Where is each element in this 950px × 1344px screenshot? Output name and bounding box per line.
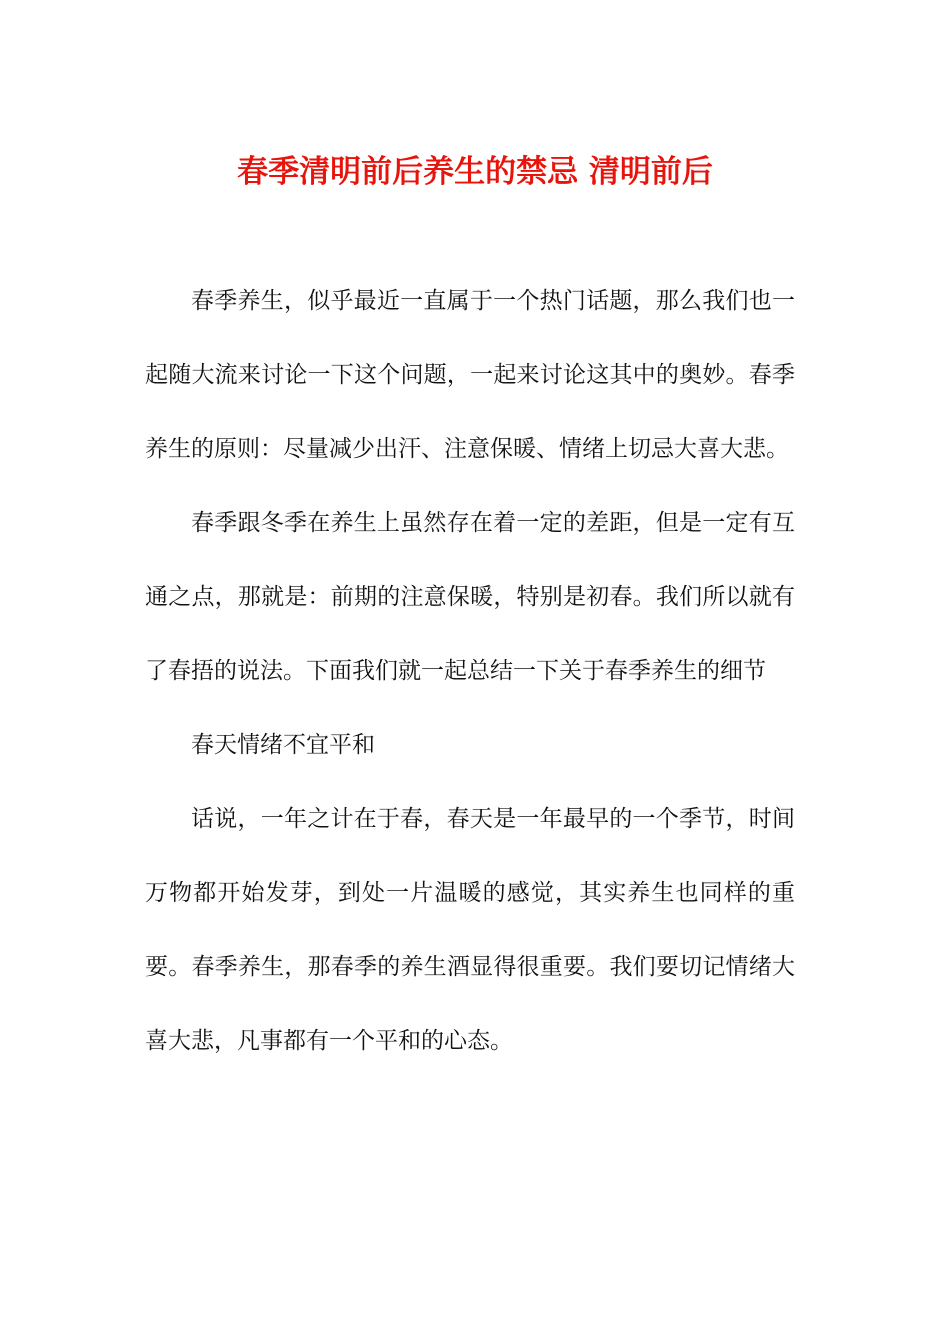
paragraph: 春季跟冬季在养生上虽然存在着一定的差距，但是一定有互通之点，那就是：前期的注意保暖，特别是初春。我们所以就有了春捂的说法。下面我们就一起总结一下关于春季养生的细节	[145, 510, 795, 684]
document-body	[145, 264, 795, 1078]
paragraph: 春季养生，似乎最近一直属于一个热门话题，那么我们也一起随大流来讨论一下这个问题，一起来讨论这其中的奥妙。春季养生的原则：尽量减少出汗、注意保暖、情绪上切忌大喜大悲。	[145, 288, 795, 462]
paragraph: 话说，一年之计在于春，春天是一年最早的一个季节，时间万物都开始发芽，到处一片温暖的感觉，其实养生也同样的重要。春季养生，那春季的养生酒显得很重要。我们要切记情绪大喜大悲，凡事都有一个平和的心态。	[145, 806, 795, 1054]
section-heading: 春天情绪不宜平和	[191, 732, 375, 758]
document-title: 春季清明前后养生的禁忌 清明前后	[237, 154, 713, 190]
